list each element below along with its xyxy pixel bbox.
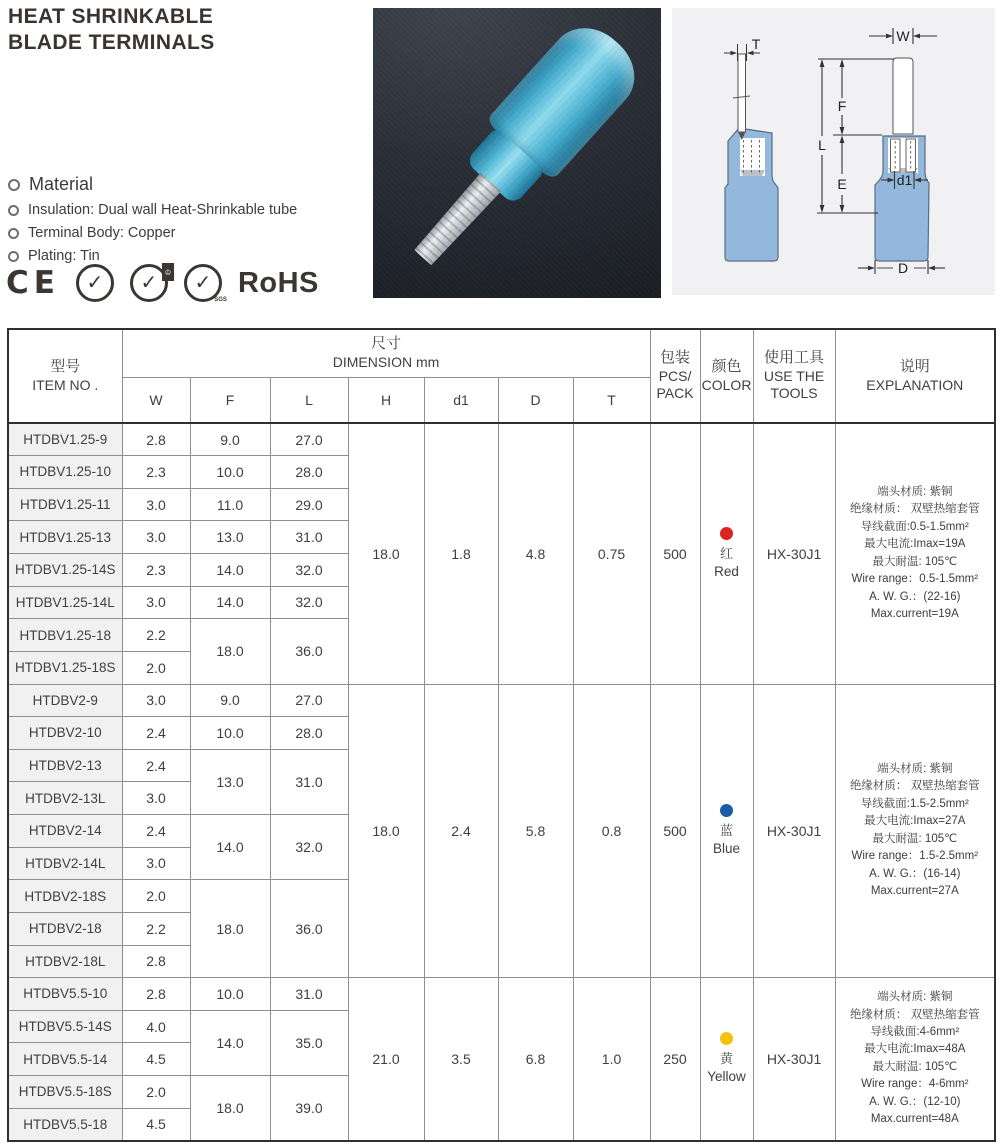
explanation-line: 最大电流:Imax=27A [864, 815, 966, 828]
dim-f-cell: 18.0 [190, 880, 270, 978]
color-name-cn: 蓝 [720, 823, 734, 839]
item-header-en: ITEM NO . [32, 376, 99, 393]
item-no-cell: HTDBV5.5-14S [8, 1010, 122, 1043]
item-no-cell: HTDBV2-18S [8, 880, 122, 913]
item-no-cell: HTDBV5.5-14 [8, 1043, 122, 1076]
color-name-cn: 黄 [720, 1051, 734, 1067]
dim-w-cell: 2.3 [122, 456, 190, 489]
explanation-line: 端头材质: 紫铜 [877, 485, 953, 498]
check-icon: ✓ [86, 272, 104, 294]
item-no-cell: HTDBV1.25-11 [8, 488, 122, 521]
dim-d1-cell: 2.4 [424, 684, 498, 978]
dim-t-cell: 0.8 [573, 684, 650, 978]
dim-f-cell: 14.0 [190, 554, 270, 587]
dim-w-cell: 4.5 [122, 1043, 190, 1076]
color-name-en: Blue [713, 840, 741, 856]
material-heading-row [8, 174, 368, 195]
col-header-pack [650, 329, 700, 423]
dim-w-cell: 4.5 [122, 1108, 190, 1141]
dim-label-d1: d1 [896, 172, 913, 188]
material-item-row [8, 225, 368, 241]
dim-label-e: E [837, 176, 847, 192]
ce-mark-icon: CE [6, 265, 60, 301]
color-cell [700, 684, 753, 978]
check-icon: ✓ [140, 272, 158, 294]
dim-label-d: D [897, 260, 909, 276]
bullet-icon [8, 251, 19, 262]
terminal-sleeve [486, 12, 651, 181]
dim-t-cell: 0.75 [573, 423, 650, 684]
tools-header-cn: 使用工具 [764, 349, 825, 367]
dim-f-cell: 9.0 [190, 684, 270, 717]
item-no-cell: HTDBV1.25-13 [8, 521, 122, 554]
check-icon: ✓ [194, 272, 212, 294]
explanation-line: A. W. G.：(16-14) [869, 867, 961, 880]
explanation-line: 最大耐温: 105℃ [872, 832, 958, 845]
dim-d1-cell: 1.8 [424, 423, 498, 684]
terminal-blade [412, 172, 503, 268]
explanation-line: Wire range：4-6mm² [861, 1078, 969, 1091]
dim-w-cell: 2.0 [122, 651, 190, 684]
explanation-line: Max.current=27A [870, 885, 959, 898]
dim-label-l: L [818, 137, 826, 153]
explanation-line: A. W. G.：(12-10) [869, 1095, 961, 1108]
cert-badge-sgs-icon [184, 264, 227, 303]
sgs-mark: SGS [214, 297, 227, 303]
material-heading: Material [29, 174, 94, 194]
dimension-header-en: DIMENSION mm [332, 353, 440, 370]
col-header-w: W [122, 377, 190, 423]
dim-d-cell: 4.8 [498, 423, 573, 684]
dim-l-cell: 31.0 [270, 521, 348, 554]
dim-w-cell: 2.4 [122, 749, 190, 782]
item-no-cell: HTDBV2-13 [8, 749, 122, 782]
dim-w-cell: 3.0 [122, 782, 190, 815]
dim-label-w: W [896, 28, 910, 44]
dim-h-cell: 21.0 [348, 978, 424, 1141]
explanation-line: 最大耐温: 105℃ [872, 1060, 958, 1073]
page-title-line1: HEAT SHRINKABLE [8, 5, 214, 28]
dim-w-cell: 2.3 [122, 554, 190, 587]
dim-w-cell: 2.8 [122, 978, 190, 1011]
item-no-cell: HTDBV2-18 [8, 912, 122, 945]
dim-l-cell: 36.0 [270, 619, 348, 684]
dim-w-cell: 2.4 [122, 717, 190, 750]
expl-header-cn: 说明 [899, 357, 930, 375]
page-title [8, 4, 368, 57]
dim-w-cell: 3.0 [122, 847, 190, 880]
explanation-line: 导线截面:4-6mm² [870, 1026, 960, 1038]
col-header-dimension [122, 329, 650, 377]
page-title-line2: BLADE TERMINALS [8, 31, 215, 55]
pack-cell: 250 [650, 978, 700, 1141]
item-no-cell: HTDBV2-9 [8, 684, 122, 717]
item-no-cell: HTDBV1.25-18S [8, 651, 122, 684]
dim-f-cell: 10.0 [190, 978, 270, 1011]
table-row [8, 978, 995, 1011]
explanation-line: 导线截面:1.5-2.5mm² [860, 797, 969, 810]
dim-l-cell: 31.0 [270, 749, 348, 814]
dim-l-cell: 28.0 [270, 456, 348, 489]
product-photo [373, 8, 661, 298]
dim-f-cell: 14.0 [190, 1010, 270, 1075]
item-no-cell: HTDBV5.5-18 [8, 1108, 122, 1141]
table-row [8, 423, 995, 456]
item-no-cell: HTDBV1.25-14L [8, 586, 122, 619]
material-item: Terminal Body: Copper [28, 225, 176, 241]
explanation-line: 绝缘材质： 双壁热缩套管 [849, 780, 980, 793]
blade-terminal-image [373, 8, 661, 298]
dim-w-cell: 4.0 [122, 1010, 190, 1043]
explanation-line: 绝缘材质： 双壁热缩套管 [849, 1008, 980, 1021]
dim-h-cell: 18.0 [348, 684, 424, 978]
dim-w-cell: 3.0 [122, 521, 190, 554]
col-header-d: D [498, 377, 573, 423]
item-no-cell: HTDBV5.5-10 [8, 978, 122, 1011]
material-block [8, 174, 368, 271]
dim-t-cell: 1.0 [573, 978, 650, 1141]
tool-cell: HX-30J1 [753, 684, 835, 978]
tools-header-en2: TOOLS [770, 385, 818, 402]
dim-l-cell: 32.0 [270, 554, 348, 587]
spec-table-body [8, 423, 995, 1141]
tool-cell: HX-30J1 [753, 423, 835, 684]
dim-l-cell: 27.0 [270, 684, 348, 717]
dim-l-cell: 39.0 [270, 1076, 348, 1141]
item-no-cell: HTDBV2-14L [8, 847, 122, 880]
explanation-cell [835, 978, 995, 1141]
explanation-line: 最大电流:Imax=48A [864, 1043, 966, 1056]
item-no-cell: HTDBV2-18L [8, 945, 122, 978]
dim-w-cell: 3.0 [122, 586, 190, 619]
cert-badge-check-icon [76, 264, 114, 302]
tool-cell: HX-30J1 [753, 978, 835, 1141]
col-header-d1: d1 [424, 377, 498, 423]
dim-l-cell: 28.0 [270, 717, 348, 750]
color-dot-icon [720, 804, 733, 817]
dimension-header-cn: 尺寸 [371, 335, 402, 353]
material-item-row [8, 202, 368, 218]
item-no-cell: HTDBV1.25-14S [8, 554, 122, 587]
dim-f-cell: 13.0 [190, 521, 270, 554]
bullet-icon [8, 228, 19, 239]
explanation-line: A. W. G.：(22-16) [869, 590, 961, 603]
color-cell [700, 423, 753, 684]
expl-header-en: EXPLANATION [866, 376, 964, 393]
dim-f-cell: 14.0 [190, 815, 270, 880]
spec-table [7, 328, 996, 1142]
col-header-item-no [8, 329, 122, 423]
color-name-en: Red [714, 563, 739, 579]
explanation-cell [835, 423, 995, 684]
col-header-color [700, 329, 753, 423]
item-no-cell: HTDBV5.5-18S [8, 1076, 122, 1109]
dim-h-cell: 18.0 [348, 423, 424, 684]
dim-d1-cell: 3.5 [424, 978, 498, 1141]
dim-f-cell: 18.0 [190, 1076, 270, 1141]
dim-l-cell: 29.0 [270, 488, 348, 521]
col-header-h: H [348, 377, 424, 423]
dim-w-cell: 2.0 [122, 1076, 190, 1109]
color-header-en: COLOR [701, 376, 752, 393]
table-row [8, 684, 995, 717]
dim-l-cell: 31.0 [270, 978, 348, 1011]
dim-label-t: T [751, 36, 761, 52]
dim-w-cell: 3.0 [122, 488, 190, 521]
material-item: Plating: Tin [28, 248, 100, 264]
explanation-line: 端头材质: 紫铜 [877, 991, 953, 1004]
explanation-line: 端头材质: 紫铜 [877, 762, 953, 775]
dim-f-cell: 10.0 [190, 717, 270, 750]
dim-l-cell: 35.0 [270, 1010, 348, 1075]
col-header-l: L [270, 377, 348, 423]
item-no-cell: HTDBV1.25-10 [8, 456, 122, 489]
dim-l-cell: 32.0 [270, 586, 348, 619]
item-no-cell: HTDBV2-14 [8, 815, 122, 848]
explanation-line: 最大耐温: 105℃ [872, 555, 958, 568]
bullet-icon [8, 179, 20, 191]
dim-w-cell: 2.4 [122, 815, 190, 848]
color-name-cn: 红 [720, 546, 734, 562]
material-item: Insulation: Dual wall Heat-Shrinkable tube [28, 202, 298, 218]
dimension-diagram [672, 8, 995, 295]
explanation-line: Wire range：1.5-2.5mm² [851, 850, 979, 863]
pack-header-en1: PCS/ [658, 367, 692, 384]
explanation-line: Max.current=48A [870, 1113, 959, 1126]
dim-f-cell: 14.0 [190, 586, 270, 619]
dim-f-cell: 10.0 [190, 456, 270, 489]
dim-w-cell: 3.0 [122, 684, 190, 717]
bullet-icon [8, 205, 19, 216]
item-no-cell: HTDBV2-13L [8, 782, 122, 815]
dim-w-cell: 2.0 [122, 880, 190, 913]
color-dot-icon [720, 1032, 733, 1045]
dim-l-cell: 36.0 [270, 880, 348, 978]
explanation-line: Wire range：0.5-1.5mm² [851, 573, 979, 586]
tools-header-en1: USE THE [763, 367, 825, 384]
dim-w-cell: 2.2 [122, 912, 190, 945]
certifications-row [6, 262, 366, 304]
dim-f-cell: 9.0 [190, 423, 270, 456]
color-name-en: Yellow [707, 1069, 746, 1085]
dim-w-cell: 2.8 [122, 423, 190, 456]
pack-header-cn: 包装 [660, 349, 691, 367]
dim-label-f: F [837, 98, 847, 114]
explanation-line: 最大电流:Imax=19A [864, 538, 966, 551]
color-cell [700, 978, 753, 1141]
dim-f-cell: 18.0 [190, 619, 270, 684]
explanation-line: 绝缘材质： 双壁热缩套管 [849, 503, 980, 516]
crown-icon: ♔ [162, 263, 174, 281]
color-header-cn: 颜色 [711, 357, 742, 375]
explanation-cell [835, 684, 995, 978]
explanation-line: Max.current=19A [870, 608, 959, 621]
item-no-cell: HTDBV1.25-18 [8, 619, 122, 652]
dim-d-cell: 6.8 [498, 978, 573, 1141]
dim-f-cell: 13.0 [190, 749, 270, 814]
color-dot-icon [720, 527, 733, 540]
col-header-f: F [190, 377, 270, 423]
pack-cell: 500 [650, 423, 700, 684]
dim-d-cell: 5.8 [498, 684, 573, 978]
dim-l-cell: 27.0 [270, 423, 348, 456]
col-header-t: T [573, 377, 650, 423]
item-no-cell: HTDBV1.25-9 [8, 423, 122, 456]
explanation-line: 导线截面:0.5-1.5mm² [860, 520, 969, 533]
terminal-neck [465, 127, 545, 205]
dim-w-cell: 2.2 [122, 619, 190, 652]
pack-header-en2: PACK [656, 385, 694, 402]
item-no-cell: HTDBV2-10 [8, 717, 122, 750]
dim-f-cell: 11.0 [190, 488, 270, 521]
rohs-label: RoHS [237, 266, 319, 299]
col-header-explanation [835, 329, 995, 423]
pack-cell: 500 [650, 684, 700, 978]
item-header-cn: 型号 [50, 357, 81, 375]
col-header-tools [753, 329, 835, 423]
dim-l-cell: 32.0 [270, 815, 348, 880]
dim-w-cell: 2.8 [122, 945, 190, 978]
cert-badge-ukas-icon [130, 264, 172, 302]
